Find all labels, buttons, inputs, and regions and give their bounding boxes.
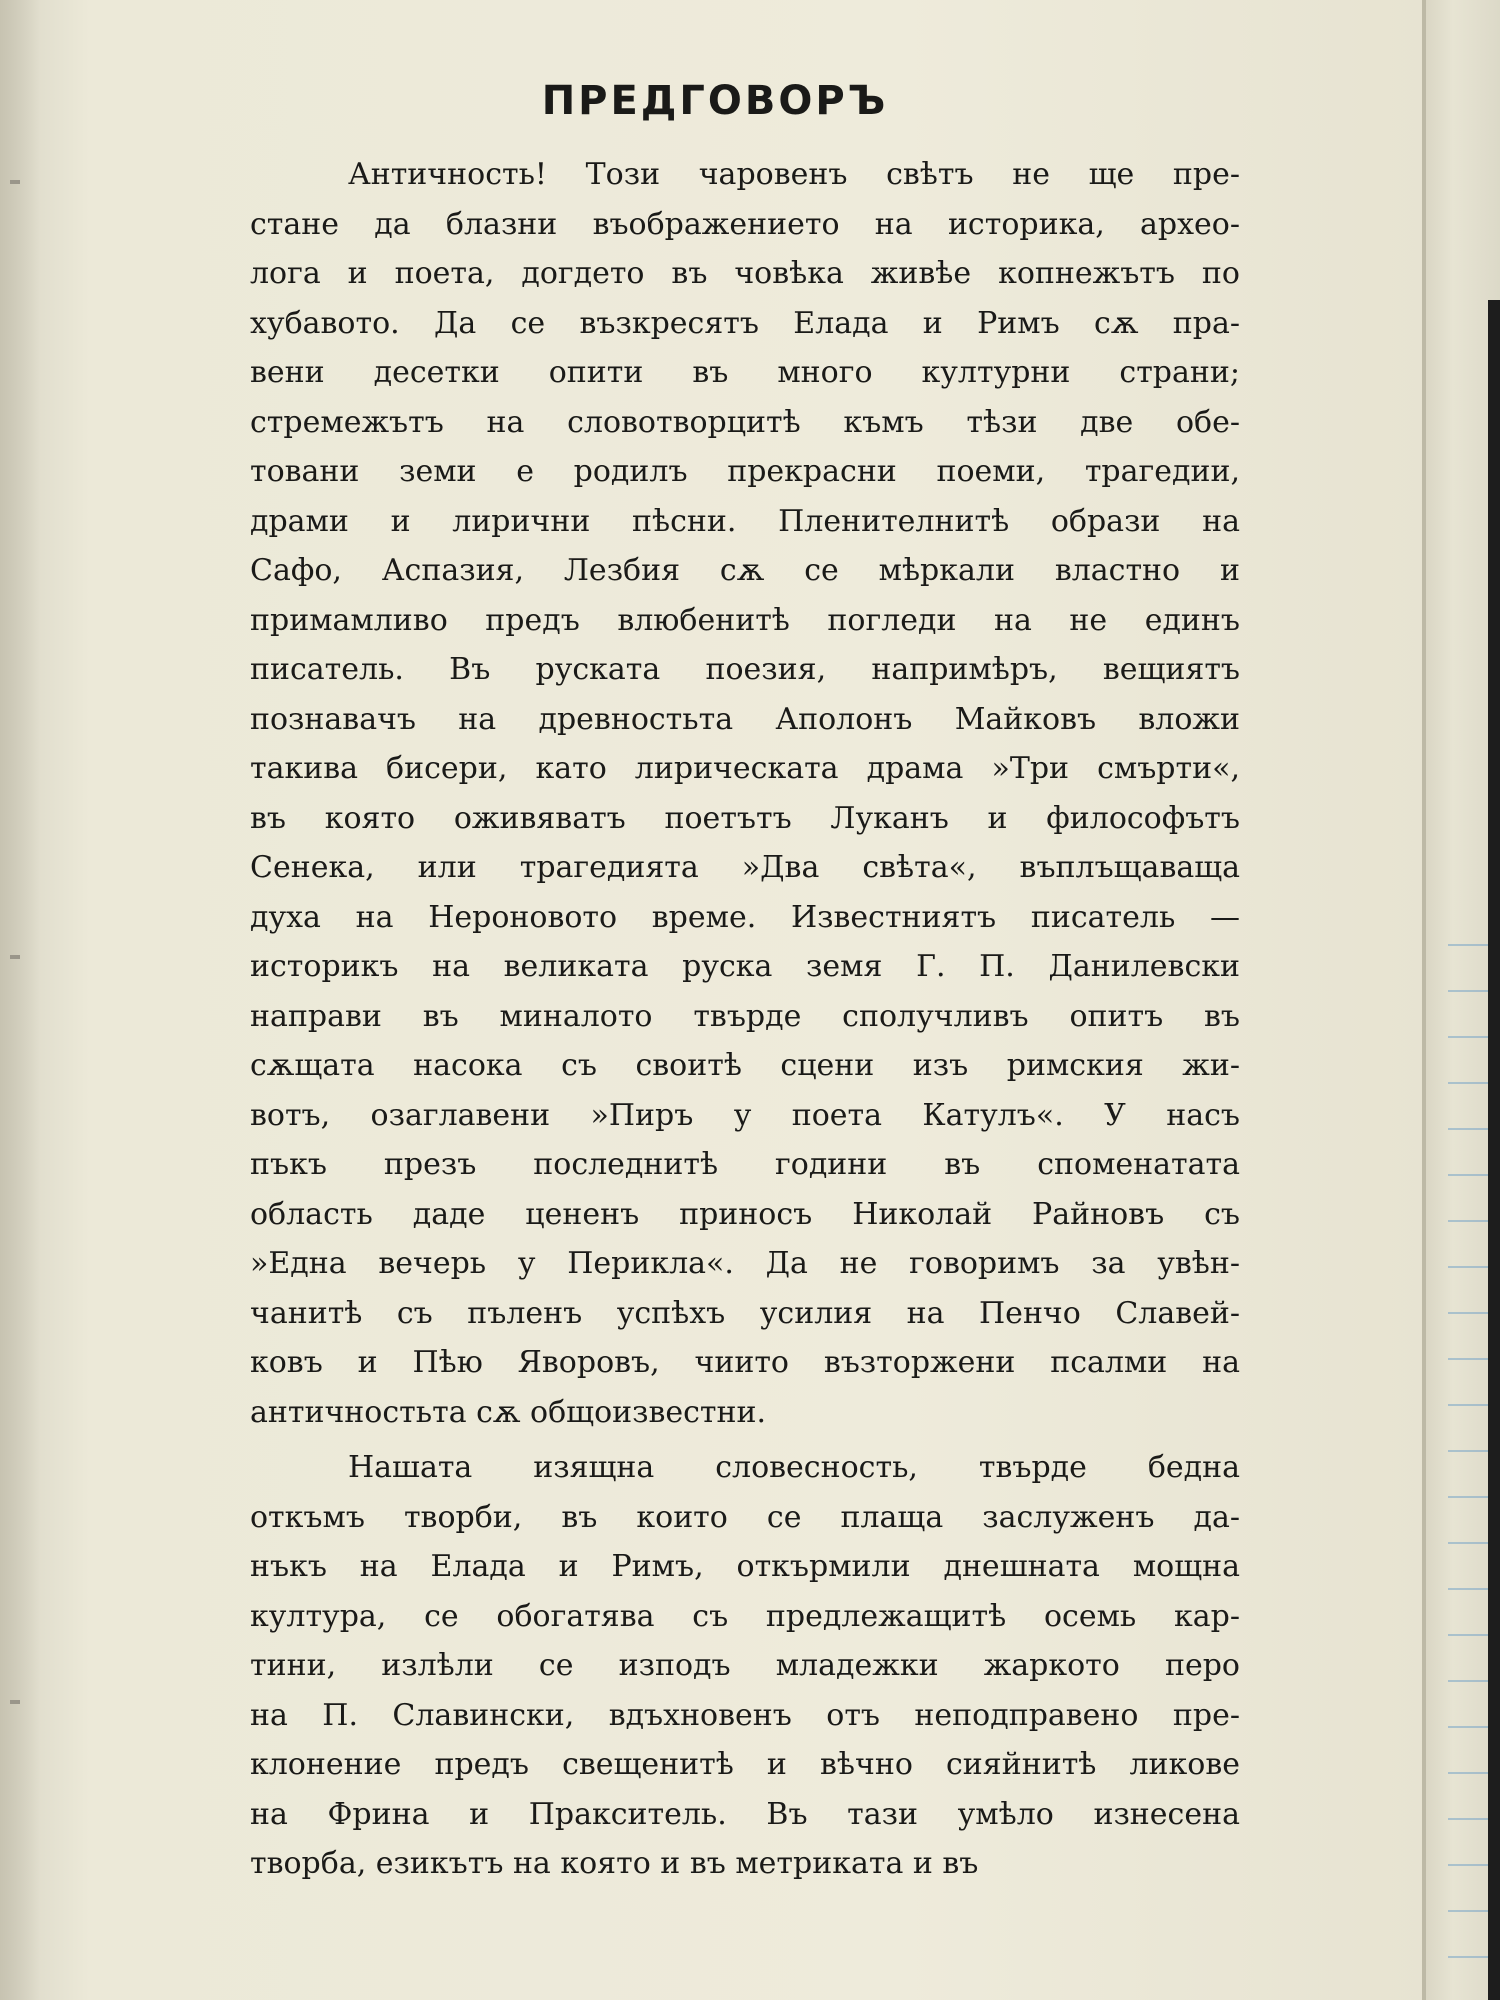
text-line: нъкъ на Елада и Римъ, откърмили днешната мощна xyxy=(250,1549,1240,1584)
document-body xyxy=(250,150,1240,1889)
text-line: лога и поета, догдето въ човѣка живѣе копнежътъ по xyxy=(250,256,1240,291)
text-line: Нашата изящна словесность, твърде бедна xyxy=(348,1450,1240,1485)
text-line: историкъ на великата руска земя Г. П. Данилевски xyxy=(250,949,1240,984)
text-line: античностьта сѫ общоизвестни. xyxy=(250,1394,767,1430)
text-line: примамливо предъ влюбенитѣ погледи на не единъ xyxy=(250,602,1240,638)
text-line: Античность! Този чаровенъ свѣтъ не ще пре- xyxy=(348,157,1240,192)
binding-stitch xyxy=(10,1700,20,1704)
text-line: клонение предъ свещенитѣ и вѣчно сияйнитѣ ликове xyxy=(250,1747,1240,1782)
text-line: вотъ, озаглавени »Пиръ у поета Катулъ«. У насъ xyxy=(250,1097,1240,1133)
text-line: область даде цененъ приносъ Николай Райновъ съ xyxy=(250,1196,1240,1232)
text-line: »Една вечерь у Перикла«. Да не говоримъ за увѣн- xyxy=(250,1246,1240,1281)
text-line: ковъ и Пѣю Яворовъ, чиито възторжени псалми на xyxy=(250,1345,1240,1380)
text-line: такива бисери, като лирическата драма »Три смърти«, xyxy=(250,751,1240,786)
text-line: вени десетки опити въ много културни страни; xyxy=(250,355,1240,390)
text-line: творба, езикътъ на която и въ метриката и въ xyxy=(250,1846,979,1881)
text-line: Сафо, Аспазия, Лезбия сѫ се мѣркали властно и xyxy=(250,553,1240,588)
paragraph xyxy=(250,150,1240,1437)
text-line: култура, се обогатява съ предлежащитѣ осемь кар- xyxy=(250,1598,1240,1634)
text-line: въ която оживяватъ поетътъ Луканъ и философътъ xyxy=(250,800,1240,836)
text-line: духа на Нероновото време. Известниятъ писатель — xyxy=(250,899,1240,935)
text-line: стремежътъ на словотворцитѣ къмъ тѣзи две обе- xyxy=(250,404,1240,440)
text-line: писатель. Въ руската поезия, напримѣръ, вещиятъ xyxy=(250,652,1240,687)
page-title: ПРЕДГОВОРЪ xyxy=(541,78,889,124)
text-line: сѫщата насока съ своитѣ сцени изъ римския жи- xyxy=(250,1048,1240,1083)
text-line: драми и лирични пѣсни. Пленителнитѣ образи на xyxy=(250,503,1240,539)
text-line: откъмъ творби, въ които се плаща заслуженъ да- xyxy=(250,1499,1240,1535)
document-page xyxy=(250,60,1240,1895)
binding-stitch xyxy=(10,955,20,959)
binding-stitch xyxy=(10,180,20,184)
text-line: стане да блазни въображението на историка, архео- xyxy=(250,206,1240,242)
text-line: чанитѣ съ пъленъ успѣхъ усилия на Пенчо Славей- xyxy=(250,1295,1240,1331)
page-edge xyxy=(1422,0,1426,2000)
text-line: на Фрина и Пракситель. Въ тази умѣло изнесена xyxy=(250,1796,1240,1832)
text-line: Сенека, или трагедията »Два свѣта«, въплъщаваща xyxy=(250,850,1240,885)
paragraph xyxy=(250,1443,1240,1889)
text-line: направи въ миналото твърде сполучливъ опитъ въ xyxy=(250,998,1240,1034)
text-line: товани земи е родилъ прекрасни поеми, трагедии, xyxy=(250,454,1240,489)
book-cover-edge xyxy=(1488,300,1500,2000)
text-line: пъкъ презъ последнитѣ години въ споменатата xyxy=(250,1147,1240,1182)
text-line: хубавото. Да се възкресятъ Елада и Римъ сѫ пра- xyxy=(250,305,1240,341)
text-line: познавачъ на древностьта Аполонъ Майковъ вложи xyxy=(250,701,1240,737)
text-line: на П. Славински, вдъхновенъ отъ неподправено пре- xyxy=(250,1697,1240,1733)
binding-shadow xyxy=(0,0,40,2000)
text-line: тини, излѣли се изподъ младежки жаркото перо xyxy=(250,1648,1240,1683)
ruled-paper-edge xyxy=(1448,900,1488,2000)
